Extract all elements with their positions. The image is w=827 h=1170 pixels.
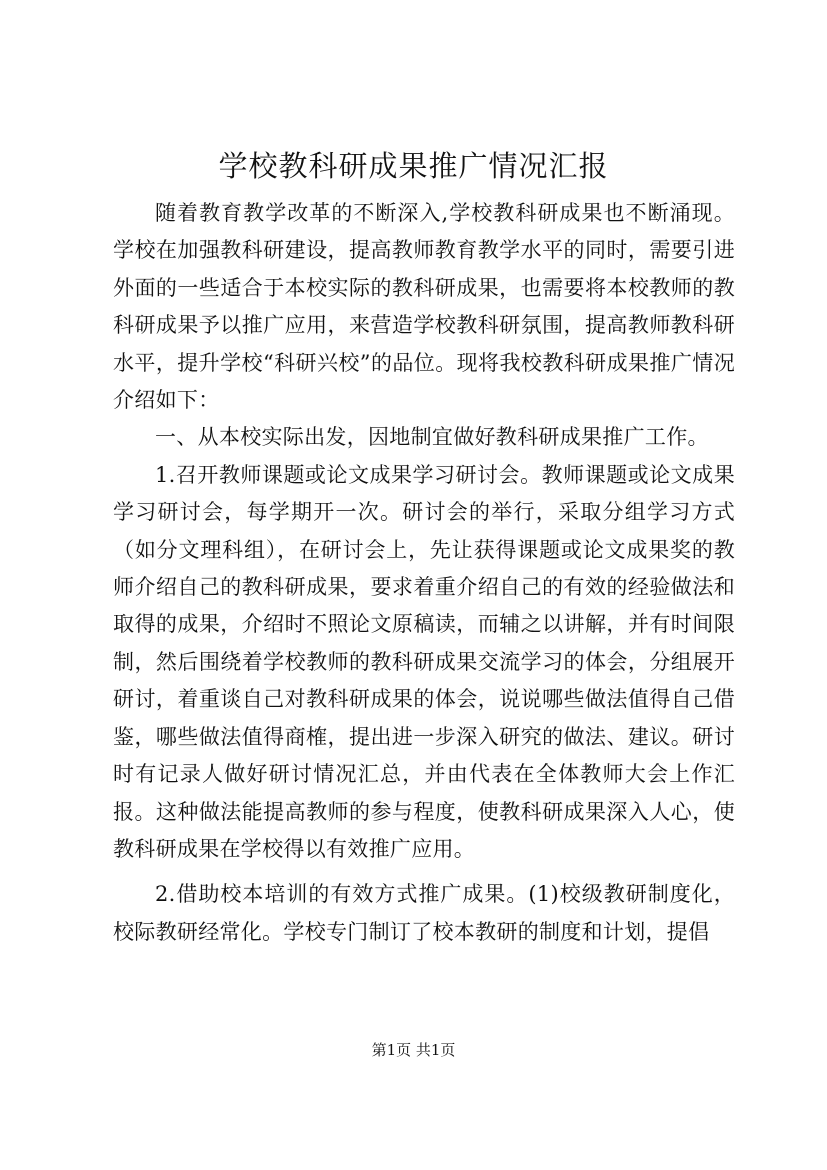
paragraph-section-heading: 一、从本校实际出发，因地制宜做好教科研成果推广工作。 <box>155 425 709 450</box>
paragraph-item-2: 2.借助校本培训的有效方式推广成果。(1)校级教研制度化，校际教研经常化。学校专门制订了校本教研的制度和计划，提倡 <box>113 882 735 944</box>
document-title: 学校教科研成果推广情况汇报 <box>218 149 609 183</box>
paragraph-item-1: 1.召开教师课题或论文成果学习研讨会。教师课题或论文成果学习研讨会，每学期开一次。研讨会的举行，采取分组学习方式（如分文理科组），在研讨会上，先让获得课题或论文成果奖的教师介绍自己的教科研成果，要求着重介绍自己的有效的经验做法和取得的成果，介绍时不照论文原稿读，而辅之以讲解，并有时间限制，然后围绕着学校教师的教科研成果交流学习的体会，分组展开研讨，着重谈自己对教科研成果的体会，说说哪些做法值得自己借鉴，哪些做法值得商榷，提出进一步深入研究的做法、建议。研讨时有记录人做好研讨情况汇总，并由代表在全体教师大会上作汇报。这种做法能提高教师的参与程度，使教科研成果深入人心，使教科研成果在学校得以有效推广应用。 <box>113 462 735 861</box>
paragraph-intro: 随着教育教学改革的不断深入,学校教科研成果也不断涌现。学校在加强教科研建设，提高教师教育教学水平的同时，需要引进外面的一些适合于本校实际的教科研成果，也需要将本校教师的教科研成果予以推广应用，来营造学校教科研氛围，提高教师教科研水平，提升学校“科研兴校”的品位。现将我校教科研成果推广情况介绍如下： <box>113 201 735 413</box>
page-footer: 第1页 共1页 <box>371 1041 456 1059</box>
document-body <box>113 195 735 951</box>
